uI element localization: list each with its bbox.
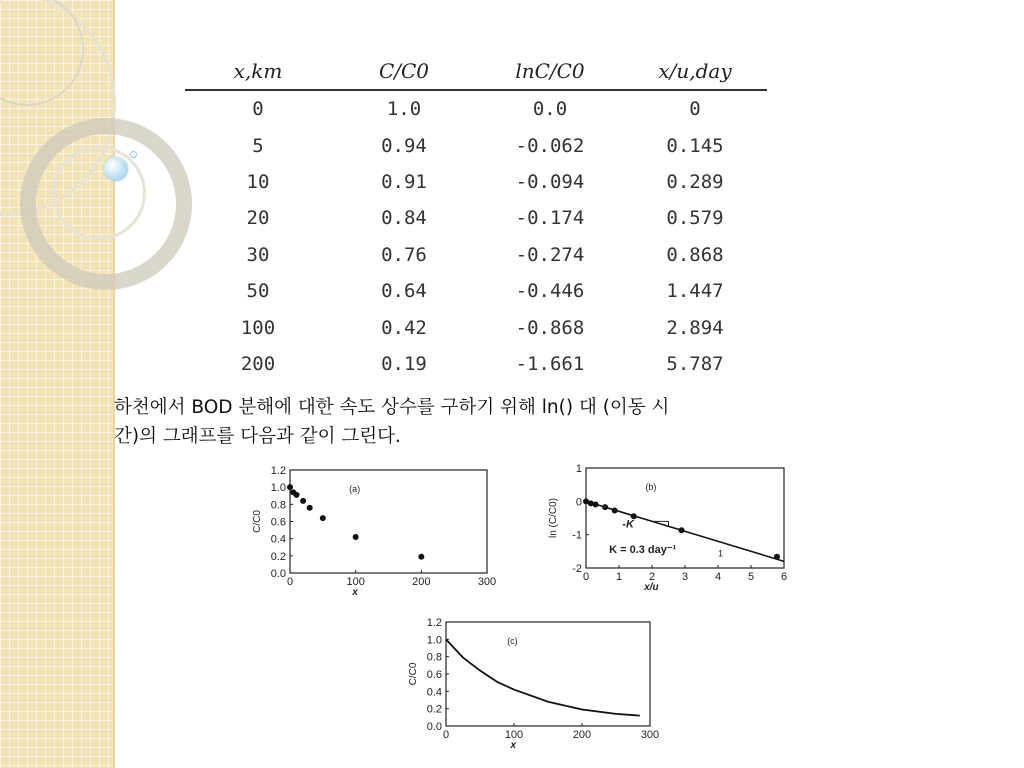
table-cell: -0.274 [515, 243, 585, 266]
table-cell: 10 [246, 170, 270, 193]
x-tick-label: 100 [346, 576, 365, 588]
x-axis-label: x/u [644, 582, 659, 593]
table-cell: -0.174 [515, 207, 585, 230]
table-row [185, 164, 767, 200]
y-tick-label: 1 [575, 463, 582, 475]
x-tick-label: 300 [477, 576, 497, 588]
table-cell: 0.19 [381, 352, 427, 375]
table-cell: 200 [240, 352, 276, 375]
y-tick-label: -2 [572, 563, 582, 575]
y-tick-label: 0.2 [426, 703, 442, 716]
data-point [612, 507, 618, 513]
table-cell: 0.289 [666, 170, 724, 193]
y-tick-label: 0 [575, 496, 582, 509]
x-axis-label: x [352, 587, 358, 597]
caption-line-1: 하천에서 BOD 분해에 대한 속도 상수를 구하기 위해 ln() 대 (이동 시 [114, 397, 670, 418]
y-axis-label: ln (C/C0) [548, 497, 559, 539]
y-tick-label: 0.0 [426, 721, 442, 733]
triangle-annotation: 1 [718, 548, 724, 559]
y-tick-label: 0.6 [426, 669, 442, 681]
y-tick-label: 0.4 [270, 533, 286, 546]
table-header [185, 55, 767, 90]
x-tick-label: 6 [780, 571, 788, 583]
plot-frame [290, 470, 487, 573]
chart-c [378, 612, 668, 756]
y-tick-label: 0.0 [270, 568, 286, 580]
chart-b [522, 462, 797, 601]
table-cell: 0.64 [381, 280, 427, 303]
y-tick-label: 1.0 [426, 634, 442, 647]
column-header: x/u,day [623, 55, 767, 90]
slope-annotation: -K [622, 518, 634, 531]
table-row [185, 200, 767, 236]
decorative-bubble [104, 157, 128, 181]
y-tick-label: 1.2 [426, 617, 442, 629]
x-tick-label: 300 [640, 729, 660, 741]
table-cell: 1.0 [386, 98, 422, 121]
decorative-ring [52, 146, 146, 240]
table-cell: 0.0 [532, 98, 568, 121]
y-axis-label: C/C0 [408, 662, 419, 686]
data-point [774, 554, 780, 560]
column-header: x,km [185, 55, 331, 90]
x-axis-label: x [510, 740, 517, 751]
table-row [185, 237, 767, 273]
table-cell: -0.094 [515, 170, 585, 193]
table-cell: 1.447 [666, 280, 724, 303]
data-point [679, 527, 685, 533]
column-header: C/C0 [331, 55, 477, 90]
table-cell: 5.787 [666, 352, 724, 375]
y-tick-label: 0.8 [426, 651, 442, 664]
x-tick-label: 100 [504, 729, 524, 741]
table-cell: 0.94 [381, 134, 427, 157]
panel-label: (c) [507, 636, 518, 646]
column-header: lnC/C0 [477, 55, 623, 90]
x-tick-label: 4 [714, 571, 722, 583]
x-tick-label: 3 [681, 571, 689, 583]
table-row [185, 273, 767, 309]
table-row [185, 309, 767, 345]
data-table [185, 55, 767, 382]
rate-constant-annotation: K = 0.3 day⁻¹ [609, 544, 677, 556]
decay-curve [446, 639, 640, 715]
table-row [185, 90, 767, 127]
data-point [418, 554, 424, 560]
data-point [593, 501, 599, 507]
table-cell: -0.868 [515, 316, 585, 339]
table-cell: 0.84 [381, 207, 427, 230]
y-tick-label: 1.2 [270, 465, 286, 477]
panel-label: (b) [645, 482, 657, 492]
caption-line-2: 간)의 그래프를 다음과 같이 그린다. [114, 426, 401, 447]
table-cell: 2.894 [666, 316, 724, 339]
table-cell: 0 [252, 98, 264, 121]
caption [114, 393, 904, 451]
chart-a [222, 462, 507, 601]
decorative-dot [130, 151, 137, 158]
table-cell: 0.145 [666, 134, 724, 157]
y-tick-label: 0.2 [270, 550, 286, 563]
table-cell: 0.42 [381, 316, 427, 339]
x-tick-label: 200 [572, 729, 592, 741]
data-point [294, 492, 300, 498]
x-tick-label: 0 [286, 576, 294, 588]
table-cell: 20 [246, 207, 270, 230]
table-cell: 5 [252, 134, 264, 157]
y-axis-label: C/C0 [252, 510, 263, 533]
table-row [185, 127, 767, 163]
table-cell: 0.579 [666, 207, 724, 230]
table-cell: 0.91 [381, 170, 427, 193]
table-cell: 0.868 [666, 243, 724, 266]
y-tick-label: 0.4 [426, 686, 442, 699]
x-tick-label: 2 [648, 571, 656, 583]
x-tick-label: 0 [582, 571, 590, 583]
table-cell: 50 [246, 280, 270, 303]
table-cell: 0 [689, 98, 701, 121]
table-cell: 30 [246, 243, 270, 266]
x-tick-label: 0 [442, 729, 450, 741]
y-tick-label: 0.6 [270, 516, 286, 529]
table-cell: -1.661 [515, 352, 585, 375]
table-body [185, 90, 767, 382]
table-cell: 100 [240, 316, 276, 339]
x-tick-label: 1 [615, 571, 623, 583]
data-point [353, 534, 359, 540]
y-tick-label: -1 [572, 529, 582, 542]
table-cell: -0.062 [515, 134, 585, 157]
data-point [307, 505, 313, 511]
table-row [185, 346, 767, 382]
data-point [602, 504, 608, 510]
data-point [320, 515, 326, 521]
panel-label: (a) [349, 484, 361, 494]
data-point [300, 498, 306, 504]
plot-frame [446, 622, 650, 726]
x-tick-label: 200 [412, 576, 431, 588]
table-cell: -0.446 [515, 280, 585, 303]
y-tick-label: 1.0 [270, 482, 286, 495]
y-tick-label: 0.8 [270, 499, 286, 512]
data-point [287, 484, 293, 490]
table-cell: 0.76 [381, 243, 427, 266]
x-tick-label: 5 [747, 571, 755, 583]
